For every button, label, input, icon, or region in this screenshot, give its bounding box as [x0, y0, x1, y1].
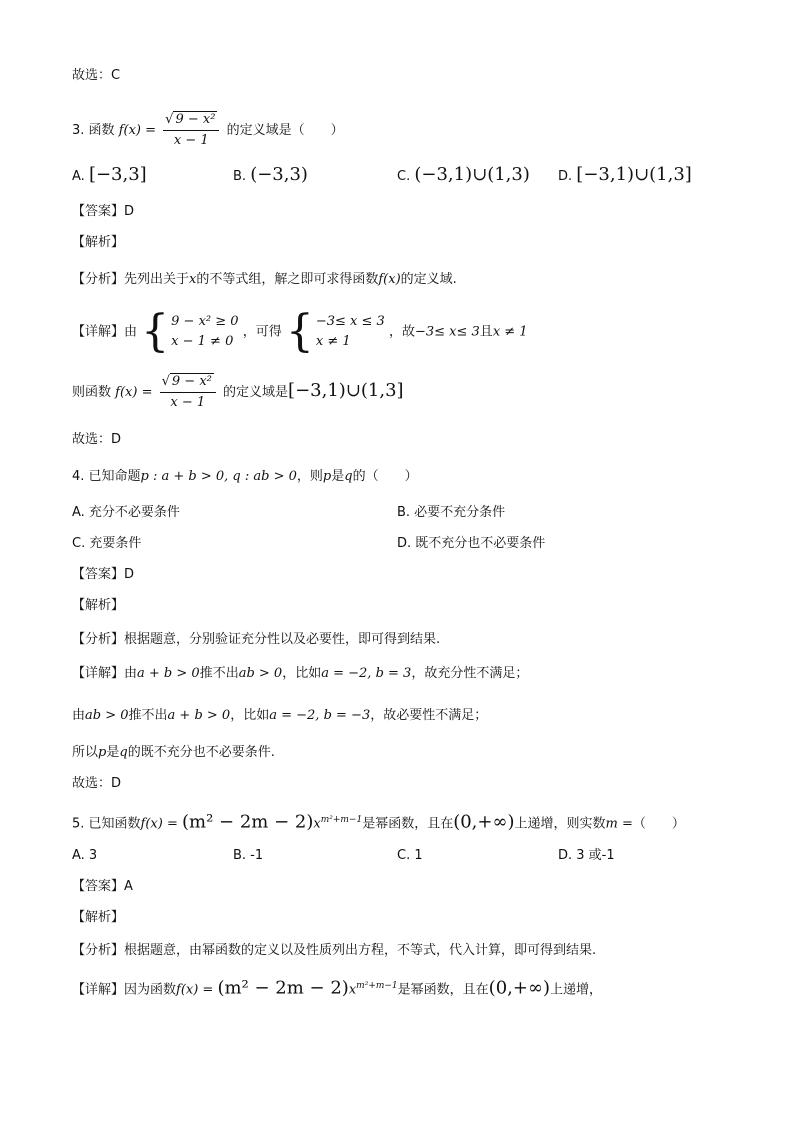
q3-fenxi: 【分析】先列出关于x的不等式组，解之即可求得函数f(x)的定义域.: [72, 272, 457, 287]
q4-option-a: A. 充分不必要条件: [72, 505, 180, 520]
q3-detail: 【详解】由 { 9 − x² ≥ 0 x − 1 ≠ 0 ，可得 { −3≤ x ≤ 3 x ≠ 1 ，故−3≤ x≤ 3且x ≠ 1: [72, 306, 528, 357]
q5-option-c: C. 1: [397, 848, 423, 863]
prev-answer-choice: 故选：C: [72, 68, 121, 83]
q5-stem: 5. 已知函数$f(x) = (m^2 - 2m - 2)x^{m^2+m-1}$是幂函数，且在(0,+∞)上递增，则实数m =（ ）: [72, 811, 685, 833]
q5-detail: 【详解】因为函数$f(x) = (m^2 - 2m - 2)x^{m^2+m-1}$是幂函数，且在(0,+∞)上递增，: [72, 977, 602, 999]
q3-choose: 故选：D: [72, 432, 122, 447]
q3-suffix: 的定义域是（ ）: [226, 123, 344, 138]
q5-jiexi: 【解析】: [72, 910, 125, 925]
q3-option-a: A. [−3,3]: [72, 164, 147, 185]
q3-prefix: 3. 函数: [72, 123, 115, 138]
q4-detail-3: 所以p是q的既不充分也不必要条件.: [72, 745, 275, 760]
q3-option-d: D. [−3,1)∪(1,3]: [558, 164, 692, 185]
q4-detail-1: 【详解】由a + b > 0推不出ab > 0，比如a = −2, b = 3，故充分性不满足；: [72, 666, 529, 681]
q4-stem: 4. 已知命题p : a + b > 0, q : ab > 0，则p是q的（ ）: [72, 469, 418, 484]
q4-option-c: C. 充要条件: [72, 536, 142, 551]
q3-answer: 【答案】D: [72, 204, 135, 219]
q3-fraction-2: $\frac{\text{√ 9 − x²}}{x - 1}$: [160, 374, 216, 411]
q5-option-d: D. 3 或-1: [558, 848, 615, 863]
q5-option-b: B. -1: [233, 848, 264, 863]
q4-option-d: D. 既不充分也不必要条件: [397, 536, 546, 551]
q3-option-b: B. (−3,3): [233, 164, 308, 185]
q4-detail-2: 由ab > 0推不出a + b > 0，比如a = −2, b = −3，故必要性不满足；: [72, 708, 488, 723]
q3-system-1: { 9 − x² ≥ 0 x − 1 ≠ 0: [141, 306, 239, 357]
q3-then: 则函数 f(x) = $\frac{\text{√ 9 − x²}}{x - 1}$ 的定义域是[−3,1)∪(1,3]: [72, 374, 404, 410]
q3-stem: [72, 112, 734, 149]
q3-den: x − 1: [173, 133, 209, 148]
q5-fenxi: 【分析】根据题意，由幂函数的定义以及性质列出方程，不等式，代入计算，即可得到结果.: [72, 943, 597, 958]
q4-choose: 故选：D: [72, 776, 122, 791]
q4-option-b: B. 必要不充分条件: [397, 505, 506, 520]
q4-fenxi: 【分析】根据题意，分别验证充分性以及必要性，即可得到结果.: [72, 632, 441, 647]
q3-jiexi: 【解析】: [72, 235, 125, 250]
q4-jiexi: 【解析】: [72, 598, 125, 613]
q3-sqrt: 9 − x²: [175, 112, 216, 127]
q4-answer: 【答案】D: [72, 567, 135, 582]
q5-option-a: A. 3: [72, 848, 98, 863]
q3-fx: f(x) =: [118, 123, 156, 138]
q5-answer: 【答案】A: [72, 879, 133, 894]
q3-system-2: { −3≤ x ≤ 3 x ≠ 1: [285, 306, 385, 357]
q3-option-c: C. (−3,1)∪(1,3): [397, 164, 530, 185]
q3-fraction: $\frac{\text{√ 9 − x²}}{x - 1}$: [163, 112, 219, 149]
